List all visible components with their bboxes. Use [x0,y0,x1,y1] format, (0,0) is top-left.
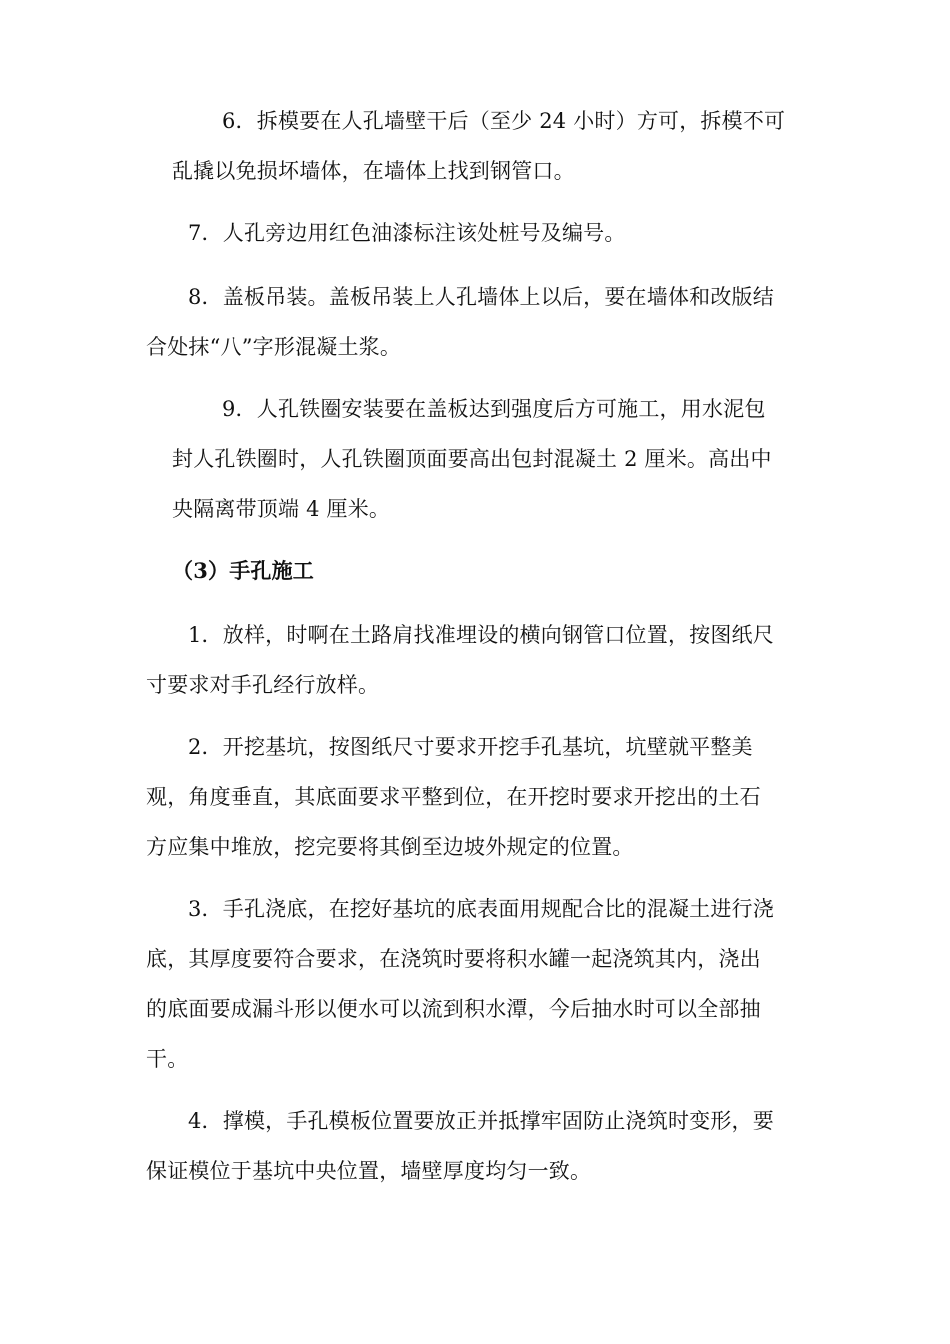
text-line-1a: 1．放样，时啊在土路肩找准埋设的横向钢管口位置，按图纸尺 [188,623,774,647]
text-line-8a: 8．盖板吊装。盖板吊装上人孔墙体上以后，要在墙体和改版结 [188,285,774,309]
text-line-2a: 2．开挖基坑，按图纸尺寸要求开挖手孔基坑，坑壁就平整美 [188,735,753,759]
text-line-1b: 寸要求对手孔经行放样。 [146,673,380,697]
text-line-4a: 4．撑模，手孔模板位置要放正并抵撑牢固防止浇筑时变形，要 [188,1109,774,1133]
text-line-4b: 保证模位于基坑中央位置，墙壁厚度均匀一致。 [146,1159,592,1183]
text-line-2c: 方应集中堆放，挖完要将其倒至边坡外规定的位置。 [146,835,634,859]
text-line-2b: 观，角度垂直，其底面要求平整到位，在开挖时要求开挖出的土石 [146,785,761,809]
text-line-6b: 乱撬以免损坏墙体，在墙体上找到钢管口。 [172,159,575,183]
text-line-3a: 3．手孔浇底，在挖好基坑的底表面用规配合比的混凝土进行浇 [188,897,774,921]
text-line-3b: 底，其厚度要符合要求，在浇筑时要将积水罐一起浇筑其内，浇出 [146,947,761,971]
text-line-3c: 的底面要成漏斗形以便水可以流到积水潭，今后抽水时可以全部抽 [146,997,761,1021]
text-line-3d: 干。 [146,1047,189,1071]
text-line-8b: 合处抹“八”字形混凝土浆。 [146,335,402,359]
text-line-9a: 9．人孔铁圈安装要在盖板达到强度后方可施工，用水泥包 [222,397,766,421]
text-line-9c: 央隔离带顶端 4 厘米。 [172,497,391,521]
text-line-9b: 封人孔铁圈时，人孔铁圈顶面要高出包封混凝土 2 厘米。高出中 [172,447,772,471]
text-line-7: 7．人孔旁边用红色油漆标注该处桩号及编号。 [188,221,626,245]
section-heading: （3）手孔施工 [172,558,315,583]
text-line-6a: 6．拆模要在人孔墙壁干后（至少 24 小时）方可，拆模不可 [222,109,786,133]
